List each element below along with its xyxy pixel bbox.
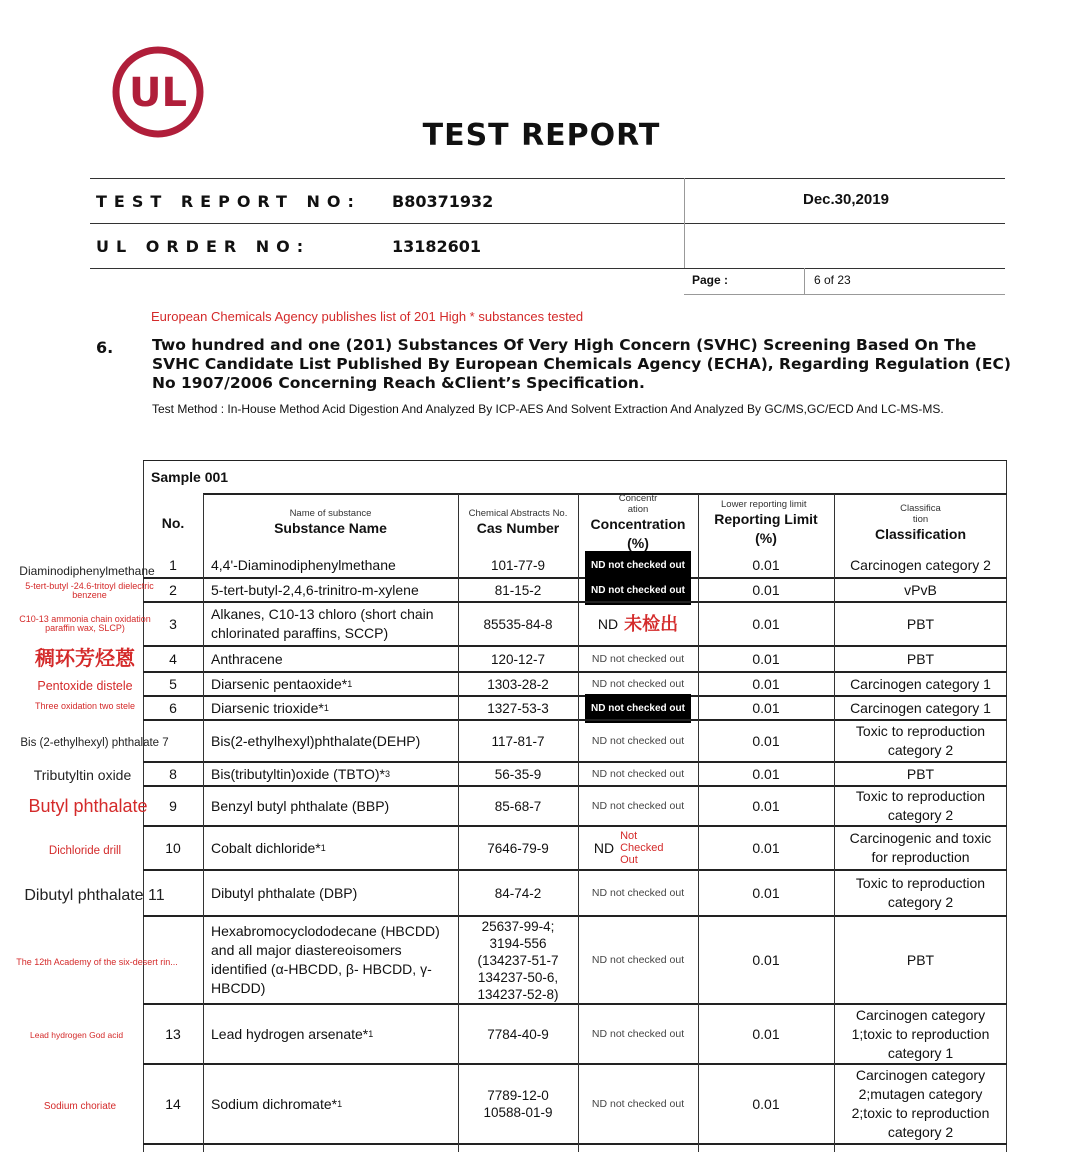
substance-name: 5-tert-butyl-2,4,6-trinitro-m-xylene <box>211 581 419 598</box>
margin-annotation: Lead hydrogen God acid <box>30 1030 124 1040</box>
concentration-note: Not Checked Out <box>620 830 664 866</box>
order-no-value: 13182601 <box>392 237 482 256</box>
header-class: Classification <box>874 525 967 542</box>
cas-number: 85535-84-8 <box>483 616 553 632</box>
concentration-value: ND <box>593 839 615 856</box>
substance-name: Diarsenic trioxide* <box>211 699 324 716</box>
concentration-value: ND not checked out <box>591 734 685 747</box>
classification: Toxic to reproduction category 2 <box>855 788 986 823</box>
footnote-mark: 1 <box>320 842 326 853</box>
reporting-limit: 0.01 <box>752 650 780 667</box>
margin-annotation: The 12th Academy of the six-desert rin... <box>16 957 178 967</box>
concentration-value: ND not checked out <box>591 1027 685 1040</box>
section-number: 6. <box>96 338 114 357</box>
cas-number: 7646-79-9 <box>487 840 549 856</box>
reporting-limit: 0.01 <box>752 884 780 901</box>
substance-name: Alkanes, C10-13 chloro (short chain chlorinated paraffins, SCCP) <box>211 606 434 641</box>
table-row <box>143 1004 1007 1064</box>
concentration-value: ND not checked out <box>591 652 685 665</box>
classification: Carcinogen category 1;toxic to reproduction category 1 <box>851 1006 990 1061</box>
table-row <box>143 578 1007 602</box>
margin-annotation: Dichloride drill <box>48 845 122 857</box>
table-row <box>143 826 1007 870</box>
reporting-limit: 0.01 <box>752 951 780 968</box>
header-rl: Reporting Limit <box>714 510 818 527</box>
table-row <box>143 696 1007 720</box>
classification: PBT <box>906 765 935 782</box>
concentration-value: ND <box>597 615 619 632</box>
footnote-mark: 1 <box>323 702 329 713</box>
table-row <box>143 870 1007 916</box>
cas-number: 120-12-7 <box>490 651 546 667</box>
row-number: 8 <box>169 765 177 782</box>
header-no: No. <box>161 514 185 531</box>
cas-number: 85-68-7 <box>494 798 542 814</box>
substance-name: Diarsenic pentaoxide* <box>211 675 348 692</box>
classification: PBT <box>906 650 935 667</box>
margin-annotation: Tributyltin oxide <box>33 767 132 783</box>
table-row <box>143 762 1007 786</box>
reporting-limit: 0.01 <box>752 765 780 782</box>
table-row <box>143 786 1007 826</box>
translation-note: European Chemicals Agency publishes list of 201 High * substances tested <box>151 309 584 324</box>
reporting-limit: 0.01 <box>752 699 780 716</box>
margin-annotation: 5-tert-butyl -24.6-tritoyl dielectric benzene <box>25 581 154 601</box>
report-no-label: TEST REPORT NO: <box>96 192 361 211</box>
reporting-limit: 0.01 <box>752 581 780 598</box>
logo-text: UL <box>129 70 187 116</box>
concentration-value: ND not checked out <box>591 799 685 812</box>
report-date: Dec.30,2019 <box>803 191 889 208</box>
table-header-row <box>143 495 1007 551</box>
margin-annotation: Diaminodiphenylmethane <box>19 564 155 578</box>
substance-name: Bis(tributyltin)oxide (TBTO)* <box>211 765 386 782</box>
row-number: 6 <box>169 699 177 716</box>
classification: Carcinogen category 2;mutagen category 2;toxic to reproduction category 2 <box>851 1067 990 1140</box>
header-conc-unit: (%) <box>627 535 649 551</box>
header-name: Substance Name <box>274 520 387 536</box>
sample-label: Sample 001 <box>151 468 229 485</box>
concentration-note: 未检出 <box>624 613 679 635</box>
footnote-mark: 3 <box>385 768 391 779</box>
row-number: 2 <box>169 581 177 598</box>
concentration-value: ND not checked out <box>585 576 691 605</box>
substance-name: Bis(2-ethylhexyl)phthalate(DEHP) <box>211 732 421 749</box>
classification: PBT <box>906 951 935 968</box>
table-row <box>143 602 1007 646</box>
concentration-value: ND not checked out <box>591 886 685 899</box>
table-row <box>143 672 1007 696</box>
classification: Carcinogen category 1 <box>850 699 991 716</box>
header-name-sub: Name of substance <box>289 508 372 519</box>
reporting-limit: 0.01 <box>752 615 780 632</box>
table-row <box>143 552 1007 578</box>
substance-name: Lead hydrogen arsenate* <box>211 1025 369 1042</box>
header-class-sub: Classifica tion <box>900 502 941 525</box>
footnote-mark: 1 <box>347 678 353 689</box>
table-row <box>143 720 1007 762</box>
cas-number: 1327-53-3 <box>487 700 549 716</box>
concentration-value: ND not checked out <box>591 953 685 966</box>
table-row <box>143 646 1007 672</box>
reporting-limit: 0.01 <box>752 732 780 749</box>
row-number: 10 <box>165 839 181 856</box>
page-label: Page : <box>692 273 729 287</box>
concentration-value: ND not checked out <box>591 767 685 780</box>
cas-number: 25637-99-4; 3194-556 (134237-51-7 134237-50-6, 134237-52-8) <box>477 918 559 1002</box>
reporting-limit: 0.01 <box>752 675 780 692</box>
substance-name: Cobalt dichloride* <box>211 839 321 856</box>
margin-annotation: C10-13 ammonia chain oxidation paraffin wax, SLCP) <box>19 614 151 634</box>
cas-number: 81-15-2 <box>494 582 542 598</box>
header-cas-sub: Chemical Abstracts No. <box>468 508 568 519</box>
substance-name: Anthracene <box>211 650 283 667</box>
table-row <box>143 1064 1007 1144</box>
page-title: TEST REPORT <box>422 118 661 153</box>
row-number: 13 <box>165 1025 181 1042</box>
margin-annotation: Pentoxide distele <box>37 679 133 693</box>
substance-name: Hexabromocyclododecane (HBCDD) and all major diastereoisomers identified (α-HBCDD, β- HBCDD, γ-HBCDD) <box>211 923 440 996</box>
row-number: 14 <box>165 1095 181 1112</box>
concentration-value: ND not checked out <box>585 694 691 723</box>
sample-row <box>143 460 1007 494</box>
classification: PBT <box>906 615 935 632</box>
header-conc: Concentration <box>590 516 686 532</box>
report-no-value: B80371932 <box>392 192 494 211</box>
footnote-mark: 1 <box>368 1028 374 1039</box>
margin-annotation: Dibutyl phthalate 11 <box>24 887 165 904</box>
table-row <box>143 916 1007 1004</box>
header-conc-sub: Concentr ation <box>618 493 658 515</box>
classification: Toxic to reproduction category 2 <box>855 723 986 758</box>
substance-name: Dibutyl phthalate (DBP) <box>211 884 358 901</box>
svhc-table <box>143 460 1007 1152</box>
page-value: 6 of 23 <box>814 273 851 287</box>
substance-name: Sodium dichromate* <box>211 1095 338 1112</box>
reporting-limit: 0.01 <box>752 556 780 573</box>
cas-number: 84-74-2 <box>494 885 542 901</box>
classification: vPvB <box>904 581 937 598</box>
concentration-value: ND not checked out <box>585 551 691 580</box>
classification: Carcinogen category 1 <box>850 675 991 692</box>
header-rl-unit: (%) <box>755 529 777 546</box>
margin-annotation: Sodium choriate <box>43 1101 117 1112</box>
cas-number: 7789-12-0 10588-01-9 <box>483 1088 553 1120</box>
test-method: Test Method : In-House Method Acid Digestion And Analyzed By ICP-AES And Solvent Extraction And Analyzed By GC/MS,GC/ECD And LC-MS-MS. <box>152 402 944 416</box>
classification: Carcinogen category 2 <box>850 556 991 573</box>
cas-number: 117-81-7 <box>491 733 545 749</box>
margin-annotation: Bis (2-ethylhexyl) phthalate 7 <box>20 737 169 749</box>
row-number: 5 <box>169 675 177 692</box>
substance-name: Benzyl butyl phthalate (BBP) <box>211 797 390 814</box>
section-title: Two hundred and one (201) Substances Of Very High Concern (SVHC) Screening Based On The SVHC Candidate List Published By European Chemicals Agency (ECHA), Regarding Regulation (EC) No 1907/2006 Concerning Reach &Client’s Specification. <box>152 336 1011 392</box>
row-number: 1 <box>169 556 177 573</box>
classification: Toxic to reproduction category 2 <box>855 875 986 910</box>
margin-annotation: Three oxidation two stele <box>34 701 136 711</box>
header-rl-sub: Lower reporting limit <box>721 498 807 510</box>
reporting-limit: 0.01 <box>752 1095 780 1112</box>
classification: Carcinogenic and toxic for reproduction <box>849 830 992 865</box>
reporting-limit: 0.01 <box>752 1025 780 1042</box>
reporting-limit: 0.01 <box>752 797 780 814</box>
cas-number: 1303-28-2 <box>487 676 549 692</box>
row-number: 3 <box>169 615 177 632</box>
header-cas: Cas Number <box>476 520 560 536</box>
row-number: 9 <box>169 797 177 814</box>
margin-annotation: 稠环芳烃蒽 <box>35 646 135 670</box>
substance-name: 4,4'-Diaminodiphenylmethane <box>211 556 396 573</box>
footnote-mark: 1 <box>337 1098 343 1109</box>
concentration-value: ND not checked out <box>591 1097 685 1110</box>
cas-number: 7784-40-9 <box>487 1026 549 1042</box>
concentration-value: ND not checked out <box>591 677 685 690</box>
reporting-limit: 0.01 <box>752 839 780 856</box>
order-no-label: UL ORDER NO: <box>96 237 311 256</box>
cas-number: 56-35-9 <box>494 766 542 782</box>
row-number: 4 <box>169 650 177 667</box>
margin-annotation: Butyl phthalate <box>28 796 148 816</box>
cas-number: 101-77-9 <box>490 557 546 573</box>
